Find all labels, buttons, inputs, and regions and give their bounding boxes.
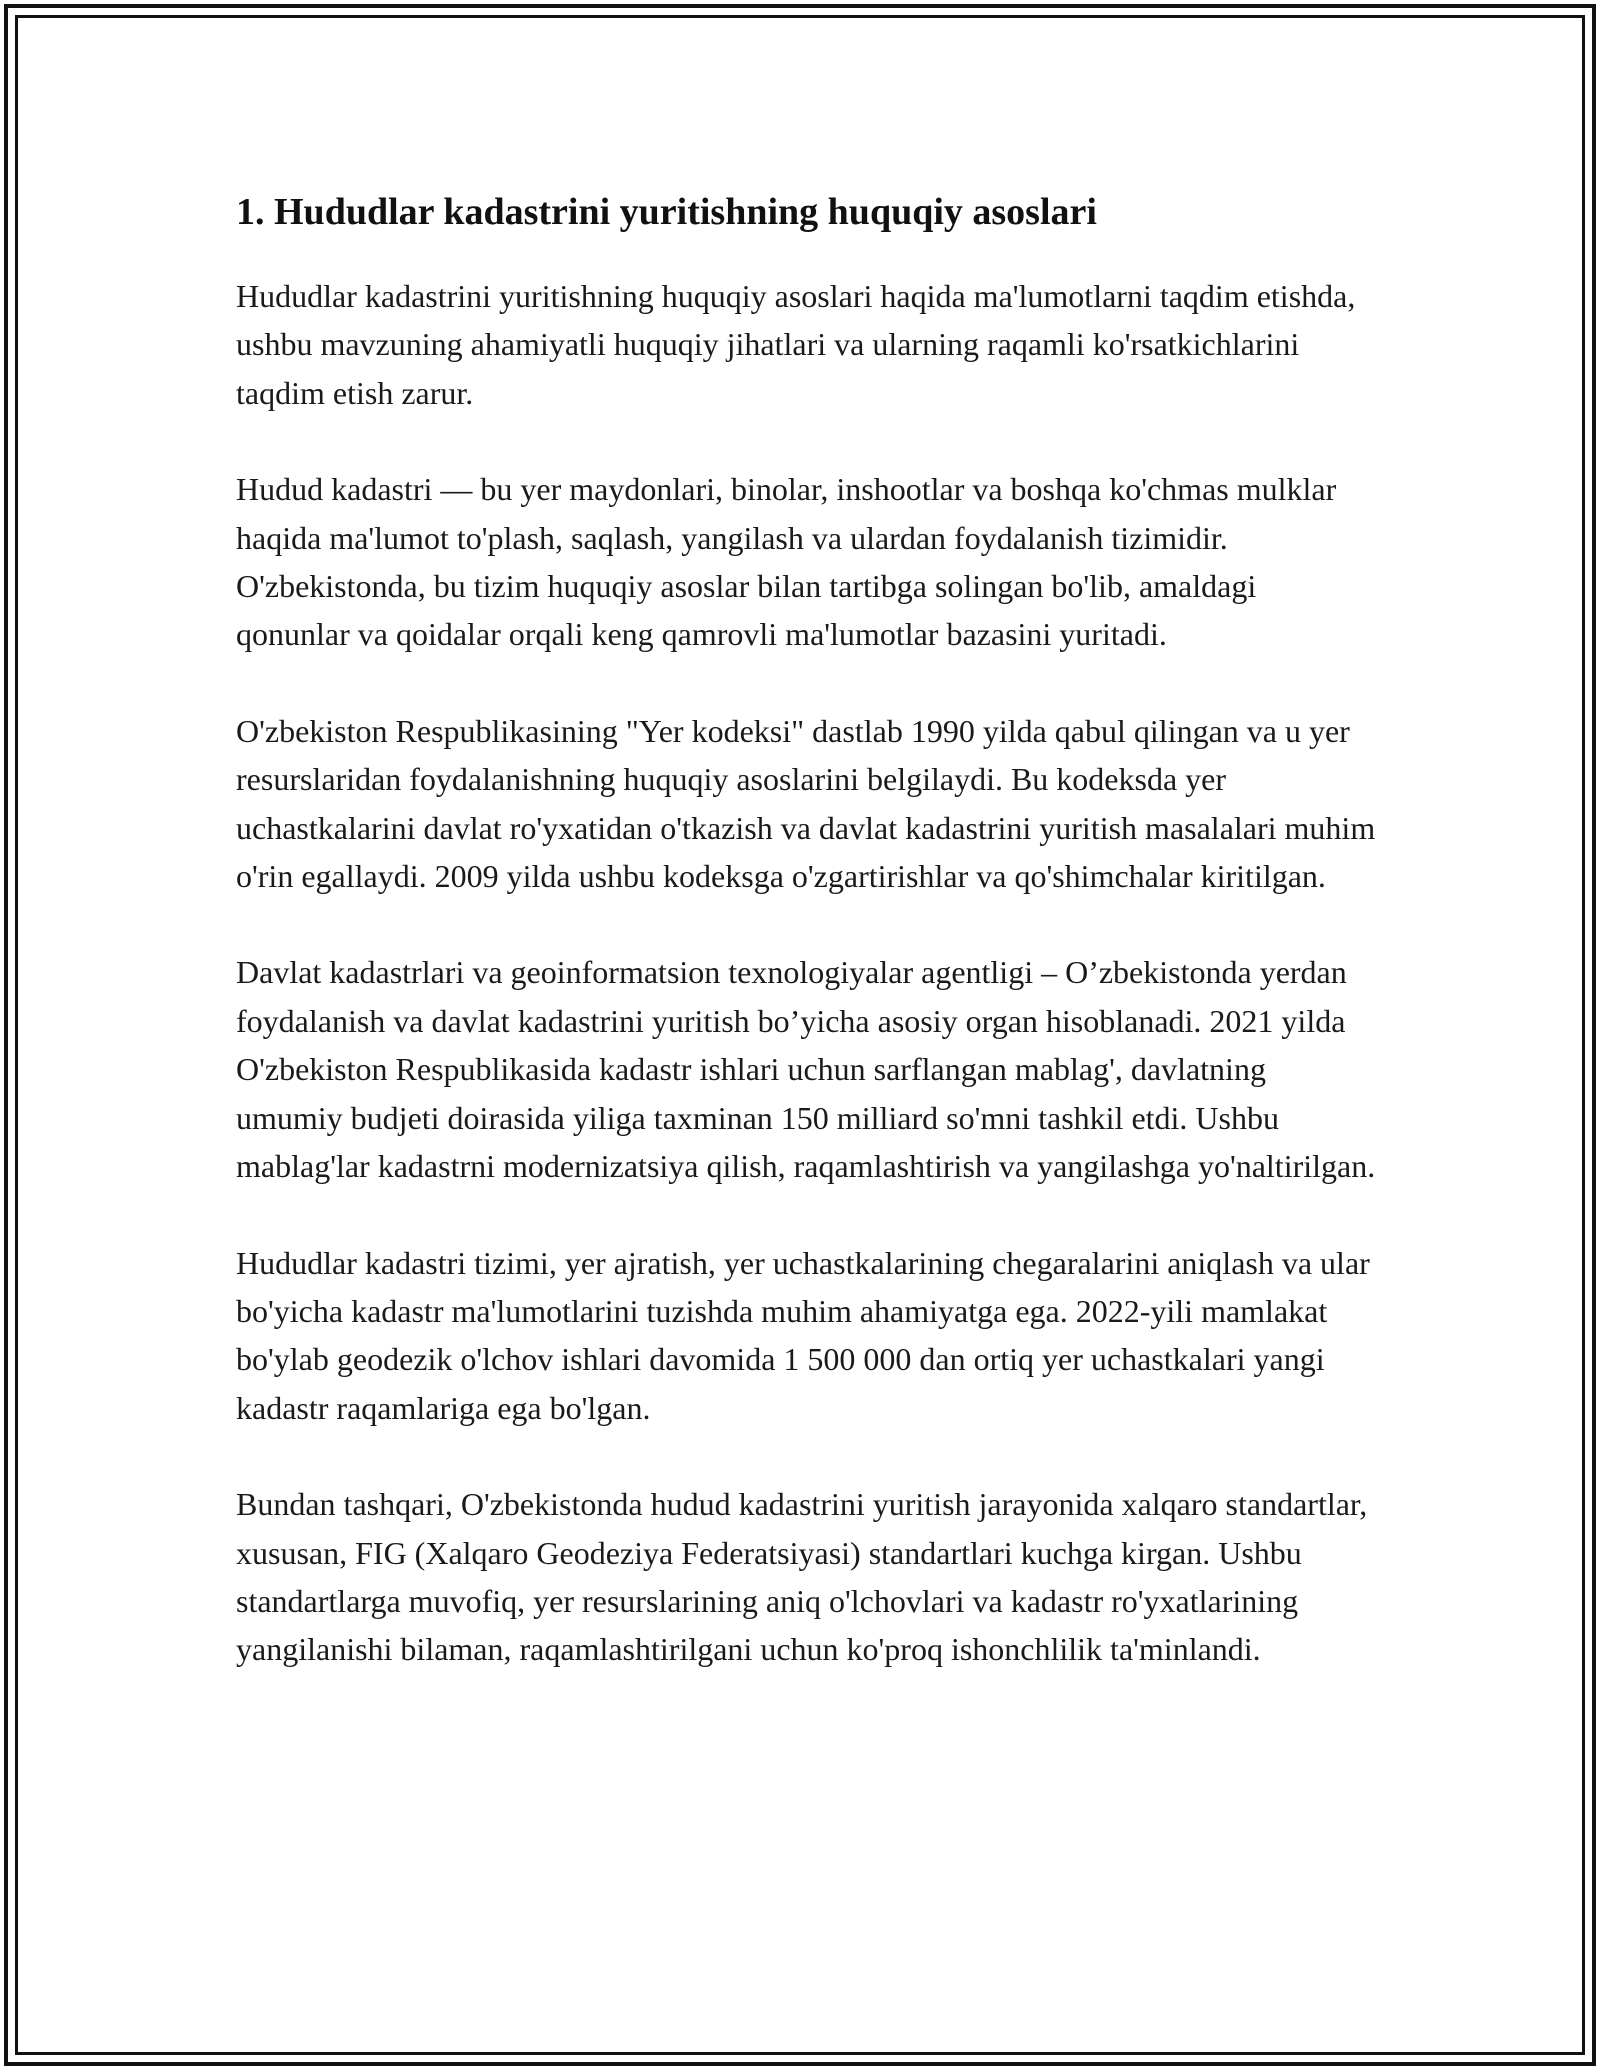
paragraph-international-standards: Bundan tashqari, O'zbekistonda hudud kadastrini yuritish jarayonida xalqaro standartlar, xususan, FIG (Xalqaro Geodeziya Federatsiyasi) standartlari kuchga kirgan. Ushbu standartlarga muvofiq, yer resurslarining aniq o'lchovlari va kadastr ro'yxatlarining yangilanishi bilaman, raqamlashtirilgani uchun ko'proq ishonchlilik ta'minlandi.: [236, 1486, 1368, 1668]
paragraph-definition: Hudud kadastri — bu yer maydonlari, binolar, inshootlar va boshqa ko'chmas mulklar haqida ma'lumot to'plash, saqlash, yangilash va ulardan foydalanish tizimidir. O'zbekistonda, bu tizim huquqiy asoslar bilan tartibga solingan bo'lib, amaldagi qonunlar va qoidalar orqali keng qamrovli ma'lumotlar bazasini yuritadi.: [236, 471, 1337, 653]
paragraph-agency: Davlat kadastrlari va geoinformatsion texnologiyalar agentligi – O’zbekistonda yerdan foydalanish va davlat kadastrini yuritish bo’yicha asosiy organ hisoblanadi. 2021 yilda O'zbekiston Respublikasida kadastr ishlari uchun sarflangan mablag', davlatning umumiy budjeti doirasida yiliga taxminan 150 milliard so'mni tashkil etdi. Ushbu mablag'lar kadastrni modernizatsiya qilish, raqamlashtirish va yangilashga yo'naltirilgan.: [236, 954, 1376, 1185]
paragraph-land-code: O'zbekiston Respublikasining "Yer kodeksi" dastlab 1990 yilda qabul qilingan va u yer resurslaridan foydalanishning huquqiy asoslarini belgilaydi. Bu kodeksda yer uchastkalarini davlat ro'yxatidan o'tkazish va davlat kadastrini yuritish masalalari muhim o'rin egallaydi. 2009 yilda ushbu kodeksga o'zgartirishlar va qo'shimchalar kiritilgan.: [236, 712, 1376, 895]
document-title: 1. Hududlar kadastrini yuritishning huquqiy asoslari: [236, 191, 1097, 233]
paragraph-intro: Hududlar kadastrini yuritishning huquqiy asoslari haqida ma'lumotlarni taqdim etishda, ushbu mavzuning ahamiyatli huquqiy jihatlari va ularning raqamli ko'rsatkichlarini taqdim etish zarur.: [236, 278, 1356, 411]
document-body: [236, 184, 1376, 1722]
paragraph-cadastre-system: Hududlar kadastri tizimi, yer ajratish, yer uchastkalarining chegaralarini aniqlash va ular bo'yicha kadastr ma'lumotlarini tuzishda muhim ahamiyatga ega. 2022-yili mamlakat bo'ylab geodezik o'lchov ishlari davomida 1 500 000 dan ortiq yer uchastkalari yangi kadastr raqamlariga ega bo'lgan.: [236, 1244, 1370, 1426]
